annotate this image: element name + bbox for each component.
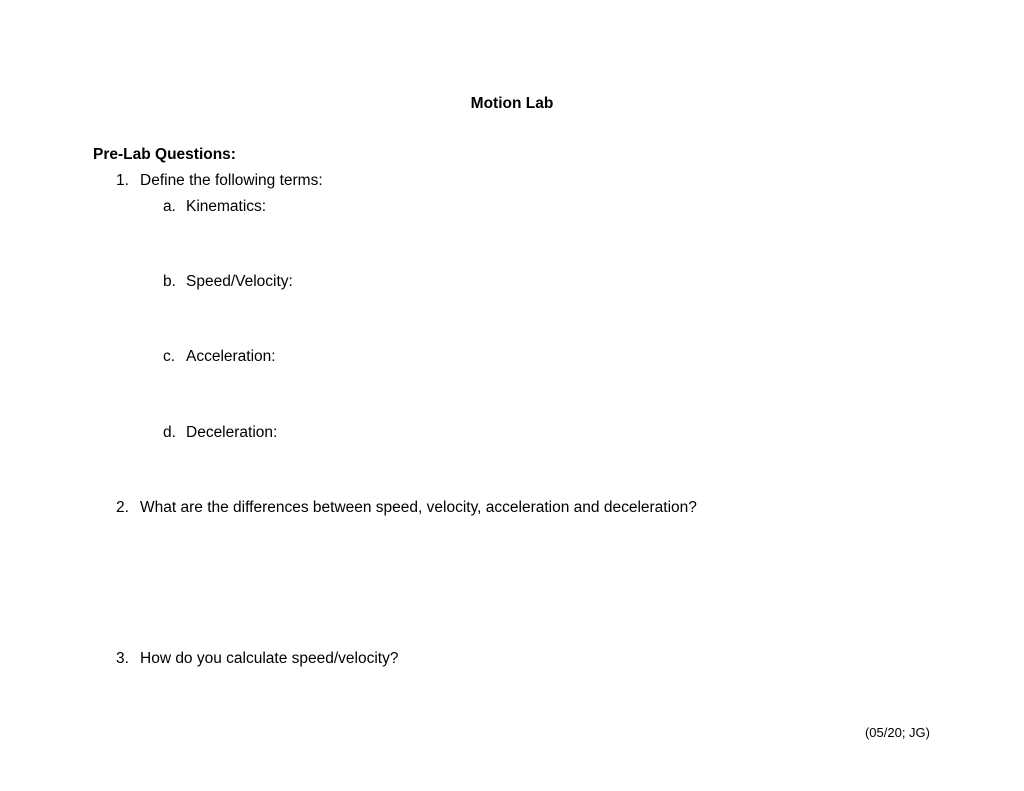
subitem-speed-velocity: [163, 273, 293, 291]
subitem-text: Deceleration:: [186, 424, 278, 441]
question-number: 2.: [116, 499, 129, 516]
subitem-letter: a.: [163, 198, 176, 215]
subitem-text: Acceleration:: [186, 348, 276, 365]
subitem-kinematics: [163, 198, 266, 216]
subitem-deceleration: [163, 424, 277, 442]
question-number: 1.: [116, 172, 129, 189]
question-1: [116, 172, 323, 190]
question-3: [116, 650, 398, 668]
question-text: Define the following terms:: [140, 172, 323, 189]
subitem-acceleration: [163, 348, 276, 366]
section-heading: Pre-Lab Questions:: [93, 146, 236, 163]
document-title: Motion Lab: [470, 95, 554, 112]
question-text: How do you calculate speed/velocity?: [140, 650, 399, 667]
document-footer: (05/20; JG): [864, 725, 930, 740]
question-number: 3.: [116, 650, 129, 667]
question-text: What are the differences between speed, velocity, acceleration and deceleration?: [140, 499, 697, 516]
subitem-letter: b.: [163, 273, 176, 290]
subitem-letter: d.: [163, 424, 176, 441]
subitem-text: Speed/Velocity:: [186, 273, 293, 290]
subitem-letter: c.: [163, 348, 176, 365]
subitem-text: Kinematics:: [186, 198, 267, 215]
question-2: [116, 499, 697, 517]
